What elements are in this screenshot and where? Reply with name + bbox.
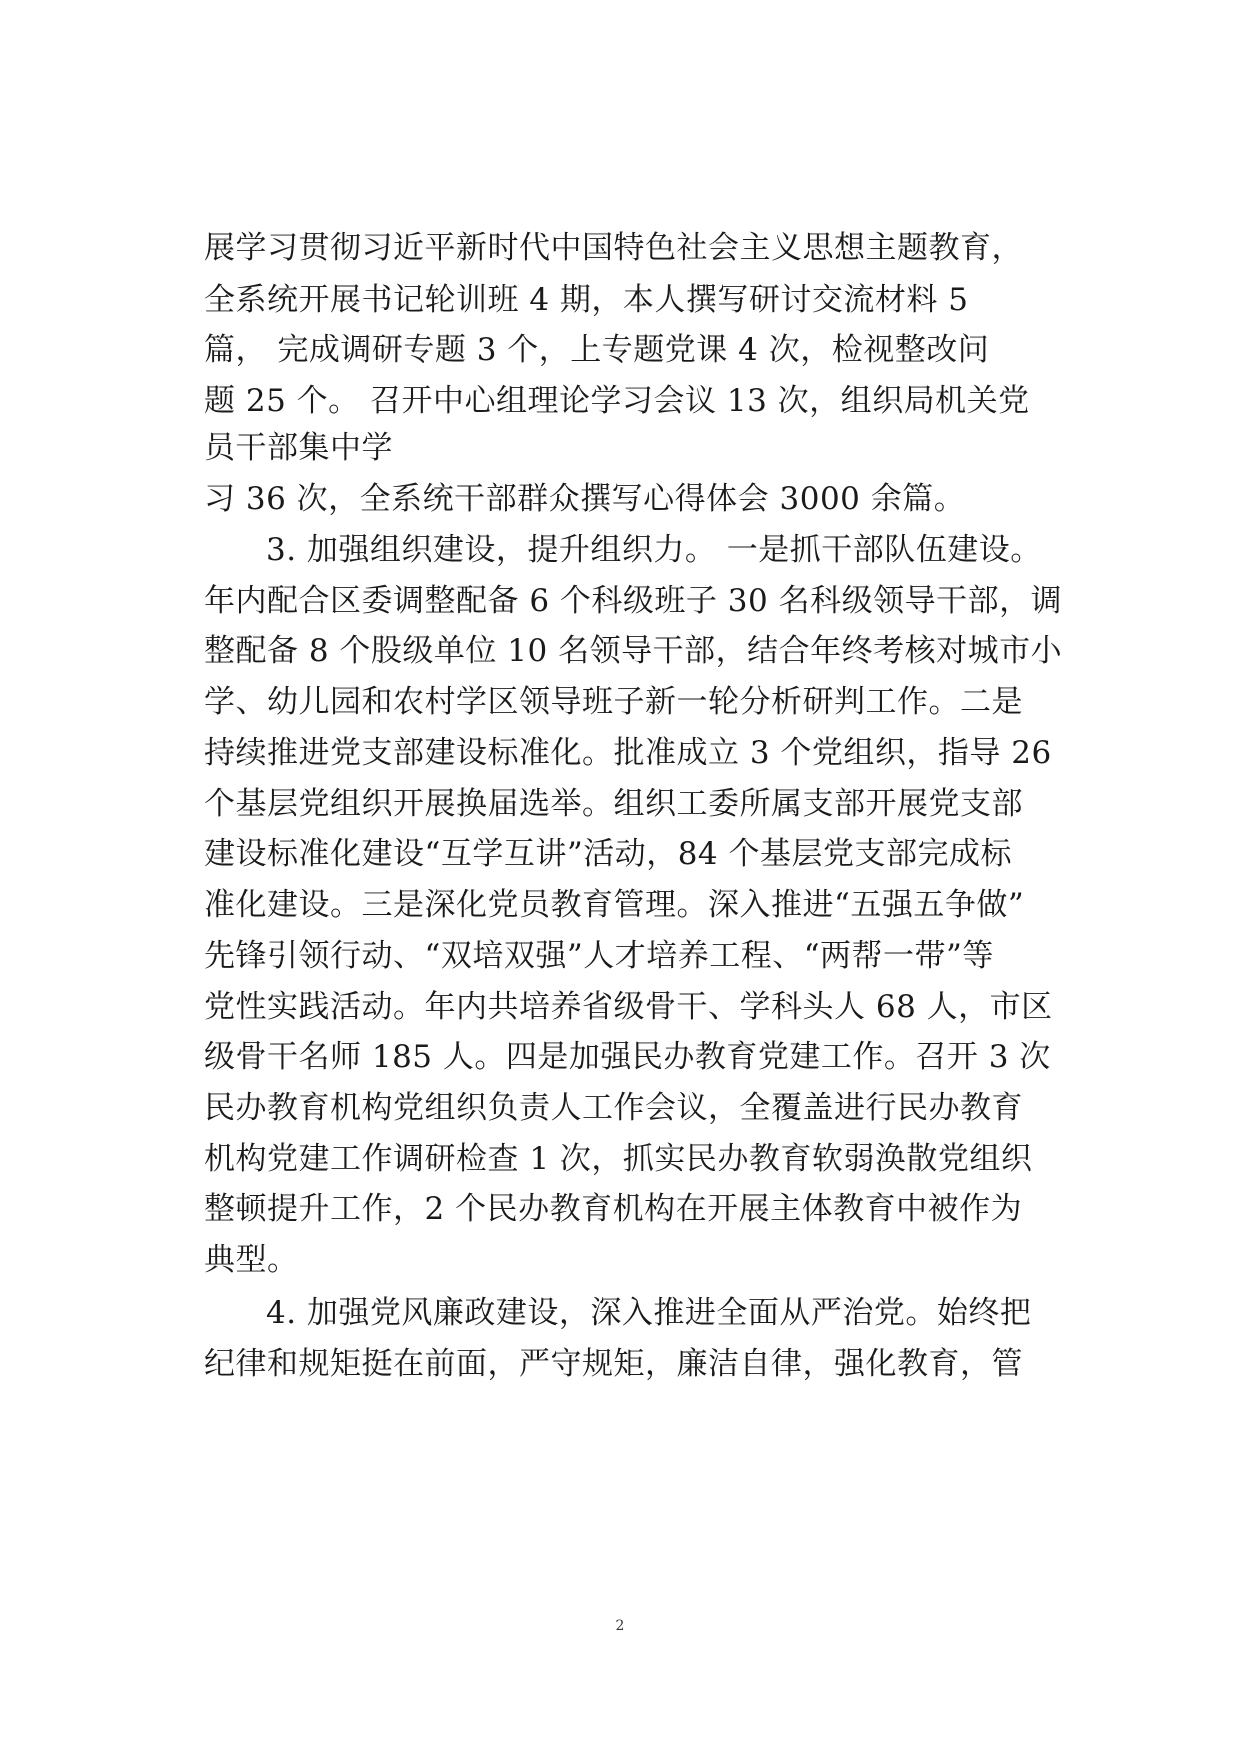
text-line: 员干部集中学 [204,430,393,466]
text-line: 持续推进党支部建设标准化。批准成立 3 个党组织，指导 26 [204,735,1052,771]
text-line: 整顿提升工作，2 个民办教育机构在开展主体教育中被作为 [204,1191,1023,1227]
text-line: 级骨干名师 185 人。四是加强民办教育党建工作。召开 3 次 [204,1039,1051,1075]
section-heading-4: 4. 加强党风廉政建设，深入推进全面从严治党。始终把 [266,1295,1032,1331]
section-heading-3: 3. 加强组织建设，提升组织力。 一是抓干部队伍建设。 [266,532,1042,568]
page-number: 2 [615,1618,625,1634]
text-line: 民办教育机构党组织负责人工作会议，全覆盖进行民办教育 [204,1090,1023,1126]
text-line: 年内配合区委调整配备 6 个科级班子 30 名科级领导干部，调 [204,583,1063,619]
text-line: 机构党建工作调研检查 1 次，抓实民办教育软弱涣散党组织 [204,1141,1033,1177]
text-line: 展学习贯彻习近平新时代中国特色社会主义思想主题教育， [204,230,1023,266]
text-line: 习 36 次，全系统干部群众撰写心得体会 3000 余篇。 [204,481,966,517]
text-line: 纪律和规矩挺在前面，严守规矩，廉洁自律，强化教育，管 [204,1346,1023,1382]
text-line: 个基层党组织开展换届选举。组织工委所属支部开展党支部 [204,786,1023,822]
text-line: 建设标准化建设“互学互讲”活动，84 个基层党支部完成标 [204,836,1012,872]
text-line: 学、幼儿园和农村学区领导班子新一轮分析研判工作。二是 [204,684,1023,720]
text-line: 典型。 [204,1242,299,1278]
text-line: 篇， 完成调研专题 3 个，上专题党课 4 次，检视整改问 [204,332,990,368]
text-line: 全系统开展书记轮训班 4 期，本人撰写研讨交流材料 5 [204,282,969,318]
text-line: 题 25 个。 召开中心组理论学习会议 13 次，组织局机关党 [204,383,1030,419]
text-line: 整配备 8 个股级单位 10 名领导干部，结合年终考核对城市小 [204,633,1063,669]
text-line: 党性实践活动。年内共培养省级骨干、学科头人 68 人，市区 [204,989,1053,1025]
text-line: 准化建设。三是深化党员教育管理。深入推进“五强五争做” [204,887,1025,923]
text-line: 先锋引领行动、“双培双强”人才培养工程、“两帮一带”等 [204,938,994,974]
